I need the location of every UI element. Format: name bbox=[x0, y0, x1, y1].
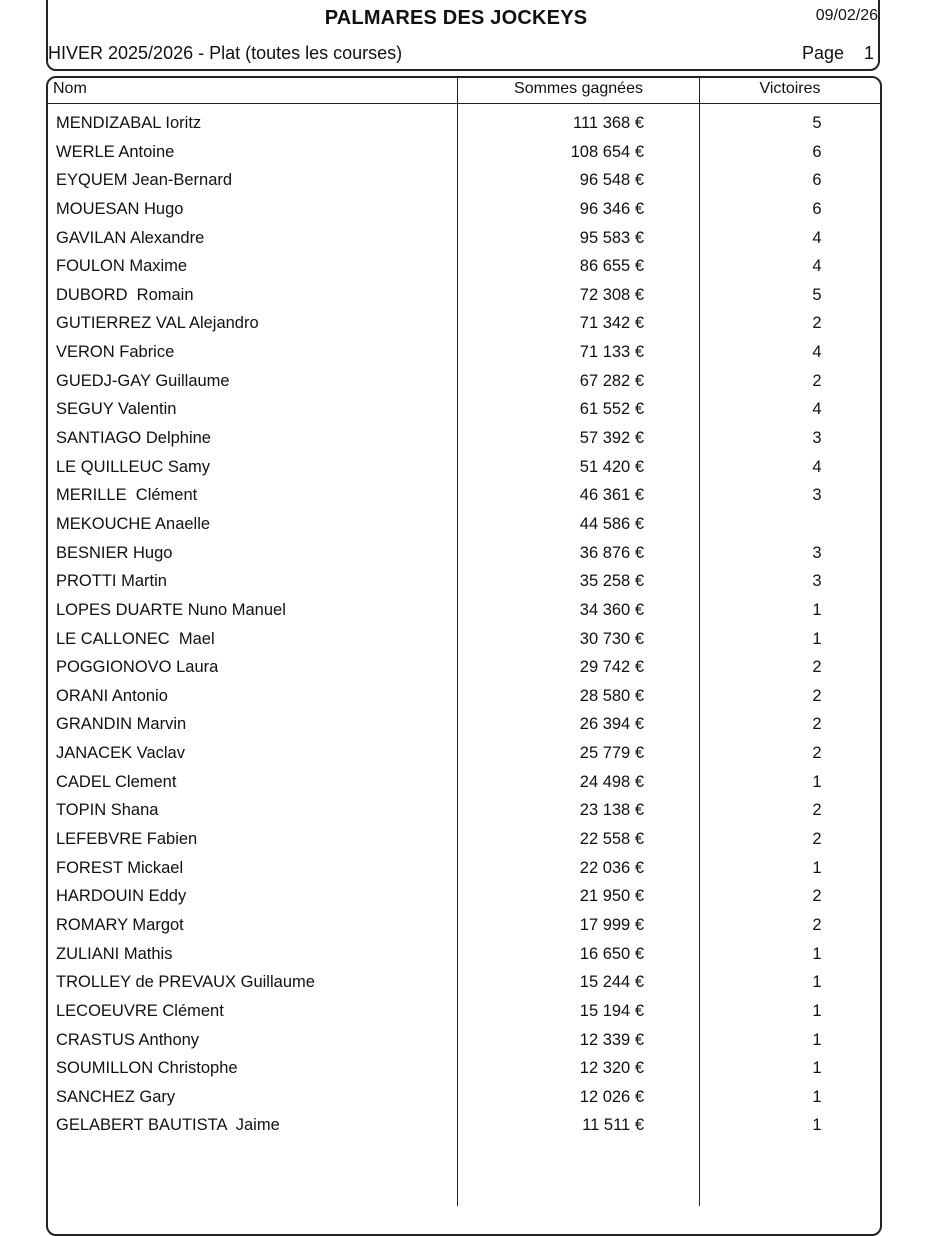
table-row bbox=[0, 653, 946, 682]
jockey-name: EYQUEM Jean-Bernard bbox=[56, 171, 233, 190]
amount-won: 23 138 € bbox=[579, 801, 644, 820]
table-row bbox=[0, 224, 946, 253]
table-row bbox=[0, 1111, 946, 1140]
amount-won: 24 498 € bbox=[579, 772, 644, 791]
amount-won: 17 999 € bbox=[579, 915, 644, 934]
amount-won: 51 420 € bbox=[579, 457, 644, 476]
wins-count: 2 bbox=[812, 801, 822, 820]
jockey-name: JANACEK Vaclav bbox=[56, 744, 185, 763]
wins-count: 2 bbox=[812, 658, 822, 677]
amount-won: 108 654 € bbox=[570, 142, 644, 161]
jockey-name: BESNIER Hugo bbox=[56, 543, 173, 562]
table-row bbox=[0, 395, 946, 424]
wins-count: 1 bbox=[812, 600, 822, 619]
wins-count: 3 bbox=[812, 429, 822, 448]
wins-count: 2 bbox=[812, 830, 822, 849]
page-label: Page bbox=[802, 43, 845, 63]
wins-count: 5 bbox=[812, 285, 822, 304]
jockey-name: SANTIAGO Delphine bbox=[56, 429, 211, 448]
jockey-name: GUTIERREZ VAL Alejandro bbox=[56, 314, 259, 333]
table-row bbox=[0, 854, 946, 883]
table-row bbox=[0, 997, 946, 1026]
wins-count: 1 bbox=[812, 1030, 822, 1049]
amount-won: 35 258 € bbox=[579, 572, 644, 591]
jockey-name: FOULON Maxime bbox=[56, 257, 188, 276]
table-row bbox=[0, 510, 946, 539]
jockey-name: LE CALLONEC Mael bbox=[56, 629, 215, 648]
wins-count: 2 bbox=[812, 915, 822, 934]
table-row bbox=[0, 138, 946, 167]
amount-won: 15 194 € bbox=[579, 1001, 644, 1020]
amount-won: 12 320 € bbox=[579, 1059, 644, 1078]
amount-won: 111 368 € bbox=[573, 114, 644, 132]
amount-won: 72 308 € bbox=[579, 285, 644, 304]
table-row bbox=[0, 1083, 946, 1112]
table-row bbox=[0, 1054, 946, 1083]
jockey-name: TROLLEY de PREVAUX Guillaume bbox=[56, 973, 315, 992]
table-row bbox=[0, 968, 946, 997]
jockey-name: CRASTUS Anthony bbox=[56, 1030, 200, 1049]
wins-count: 6 bbox=[812, 199, 822, 218]
jockey-name: SOUMILLON Christophe bbox=[56, 1059, 238, 1078]
table-row bbox=[0, 424, 946, 453]
wins-count: 1 bbox=[812, 973, 822, 992]
jockey-name: FOREST Mickael bbox=[56, 858, 184, 877]
wins-count: 2 bbox=[812, 686, 822, 705]
amount-won: 11 511 € bbox=[582, 1116, 644, 1135]
jockey-name: POGGIONOVO Laura bbox=[56, 658, 219, 677]
table-row bbox=[0, 567, 946, 596]
wins-count: 6 bbox=[812, 142, 822, 161]
amount-won: 26 394 € bbox=[579, 715, 644, 734]
amount-won: 44 586 € bbox=[579, 514, 644, 533]
wins-count: 1 bbox=[812, 772, 822, 791]
amount-won: 22 036 € bbox=[579, 858, 644, 877]
table-row bbox=[0, 768, 946, 797]
wins-count: 1 bbox=[812, 629, 822, 648]
jockey-name: CADEL Clement bbox=[56, 772, 177, 791]
table-row bbox=[0, 367, 946, 396]
column-header-amount: Sommes gagnées bbox=[514, 80, 643, 97]
wins-count: 4 bbox=[812, 228, 822, 247]
wins-count: 1 bbox=[812, 944, 822, 963]
jockey-name: GELABERT BAUTISTA Jaime bbox=[56, 1116, 280, 1135]
amount-won: 12 339 € bbox=[579, 1030, 644, 1049]
amount-won: 96 548 € bbox=[579, 171, 644, 190]
amount-won: 21 950 € bbox=[579, 887, 644, 906]
jockey-name: LECOEUVRE Clément bbox=[56, 1001, 224, 1020]
table-row bbox=[0, 166, 946, 195]
table-row bbox=[0, 596, 946, 625]
table-row bbox=[0, 481, 946, 510]
wins-count: 4 bbox=[812, 343, 822, 362]
amount-won: 71 342 € bbox=[579, 314, 644, 333]
column-header-wins: Victoires bbox=[759, 80, 821, 97]
jockey-name: LOPES DUARTE Nuno Manuel bbox=[56, 600, 286, 619]
wins-count: 3 bbox=[812, 486, 822, 505]
wins-count: 1 bbox=[812, 1001, 822, 1020]
amount-won: 61 552 € bbox=[579, 400, 644, 419]
jockey-name: GAVILAN Alexandre bbox=[56, 228, 205, 247]
amount-won: 36 876 € bbox=[579, 543, 644, 562]
table-row bbox=[0, 682, 946, 711]
table-row bbox=[0, 625, 946, 654]
amount-won: 12 026 € bbox=[579, 1087, 644, 1106]
table-row bbox=[0, 252, 946, 281]
amount-won: 95 583 € bbox=[579, 228, 644, 247]
table-row bbox=[0, 338, 946, 367]
amount-won: 96 346 € bbox=[579, 199, 644, 218]
wins-count: 2 bbox=[812, 744, 822, 763]
amount-won: 15 244 € bbox=[579, 973, 644, 992]
jockey-name: SANCHEZ Gary bbox=[56, 1087, 176, 1106]
jockey-name: WERLE Antoine bbox=[56, 142, 175, 161]
jockey-name: LE QUILLEUC Samy bbox=[56, 457, 211, 476]
jockey-name: MEKOUCHE Anaelle bbox=[56, 514, 211, 533]
amount-won: 16 650 € bbox=[579, 944, 644, 963]
wins-count: 2 bbox=[812, 371, 822, 390]
amount-won: 25 779 € bbox=[579, 744, 644, 763]
wins-count: 1 bbox=[812, 1087, 822, 1106]
jockey-name: MOUESAN Hugo bbox=[56, 199, 184, 218]
report-title: PALMARES DES JOCKEYS bbox=[324, 7, 588, 29]
jockey-name: GRANDIN Marvin bbox=[56, 715, 187, 734]
amount-won: 30 730 € bbox=[579, 629, 644, 648]
column-header-name: Nom bbox=[53, 80, 87, 97]
table-row bbox=[0, 453, 946, 482]
header-divider bbox=[47, 103, 881, 104]
table-row bbox=[0, 281, 946, 310]
jockey-name: PROTTI Martin bbox=[56, 572, 167, 591]
jockey-name: TOPIN Shana bbox=[56, 801, 159, 820]
amount-won: 57 392 € bbox=[579, 429, 644, 448]
wins-count: 2 bbox=[812, 887, 822, 906]
amount-won: 22 558 € bbox=[579, 830, 644, 849]
wins-count: 3 bbox=[812, 572, 822, 591]
jockey-name: VERON Fabrice bbox=[56, 343, 175, 362]
table-row bbox=[0, 940, 946, 969]
jockey-name: MENDIZABAL Ioritz bbox=[56, 114, 202, 132]
jockey-name: HARDOUIN Eddy bbox=[56, 887, 187, 906]
table-row bbox=[0, 911, 946, 940]
wins-count: 1 bbox=[812, 858, 822, 877]
table-row bbox=[0, 882, 946, 911]
table-row bbox=[0, 739, 946, 768]
wins-count: 1 bbox=[812, 1116, 822, 1135]
wins-count: 5 bbox=[812, 114, 822, 132]
wins-count: 1 bbox=[812, 1059, 822, 1078]
jockey-name: LEFEBVRE Fabien bbox=[56, 830, 198, 849]
wins-count: 4 bbox=[812, 257, 822, 276]
report-date: 09/02/26 bbox=[815, 7, 878, 24]
jockey-name: DUBORD Romain bbox=[56, 285, 194, 304]
jockey-name: GUEDJ-GAY Guillaume bbox=[56, 371, 230, 390]
amount-won: 71 133 € bbox=[579, 343, 644, 362]
jockey-name: ORANI Antonio bbox=[56, 686, 168, 705]
wins-count: 4 bbox=[812, 400, 822, 419]
amount-won: 67 282 € bbox=[579, 371, 644, 390]
table-row bbox=[0, 539, 946, 568]
jockey-name: MERILLE Clément bbox=[56, 486, 198, 505]
jockey-name: ROMARY Margot bbox=[56, 915, 184, 934]
table-row bbox=[0, 1026, 946, 1055]
jockey-name: ZULIANI Mathis bbox=[56, 944, 173, 963]
table-row bbox=[0, 195, 946, 224]
table-body bbox=[0, 109, 946, 1140]
amount-won: 29 742 € bbox=[579, 658, 644, 677]
table-row bbox=[0, 309, 946, 338]
table-row bbox=[0, 796, 946, 825]
wins-count: 4 bbox=[812, 457, 822, 476]
amount-won: 34 360 € bbox=[579, 600, 644, 619]
wins-count: 2 bbox=[812, 715, 822, 734]
amount-won: 28 580 € bbox=[579, 686, 644, 705]
report-subtitle: HIVER 2025/2026 - Plat (toutes les courses) bbox=[48, 43, 403, 63]
wins-count: 3 bbox=[812, 543, 822, 562]
amount-won: 86 655 € bbox=[579, 257, 644, 276]
wins-count: 6 bbox=[812, 171, 822, 190]
wins-count: 2 bbox=[812, 314, 822, 333]
table-row bbox=[0, 710, 946, 739]
jockey-name: SEGUY Valentin bbox=[56, 400, 177, 419]
table-row bbox=[0, 109, 946, 138]
amount-won: 46 361 € bbox=[579, 486, 644, 505]
page-number: 1 bbox=[864, 43, 875, 63]
table-row bbox=[0, 825, 946, 854]
